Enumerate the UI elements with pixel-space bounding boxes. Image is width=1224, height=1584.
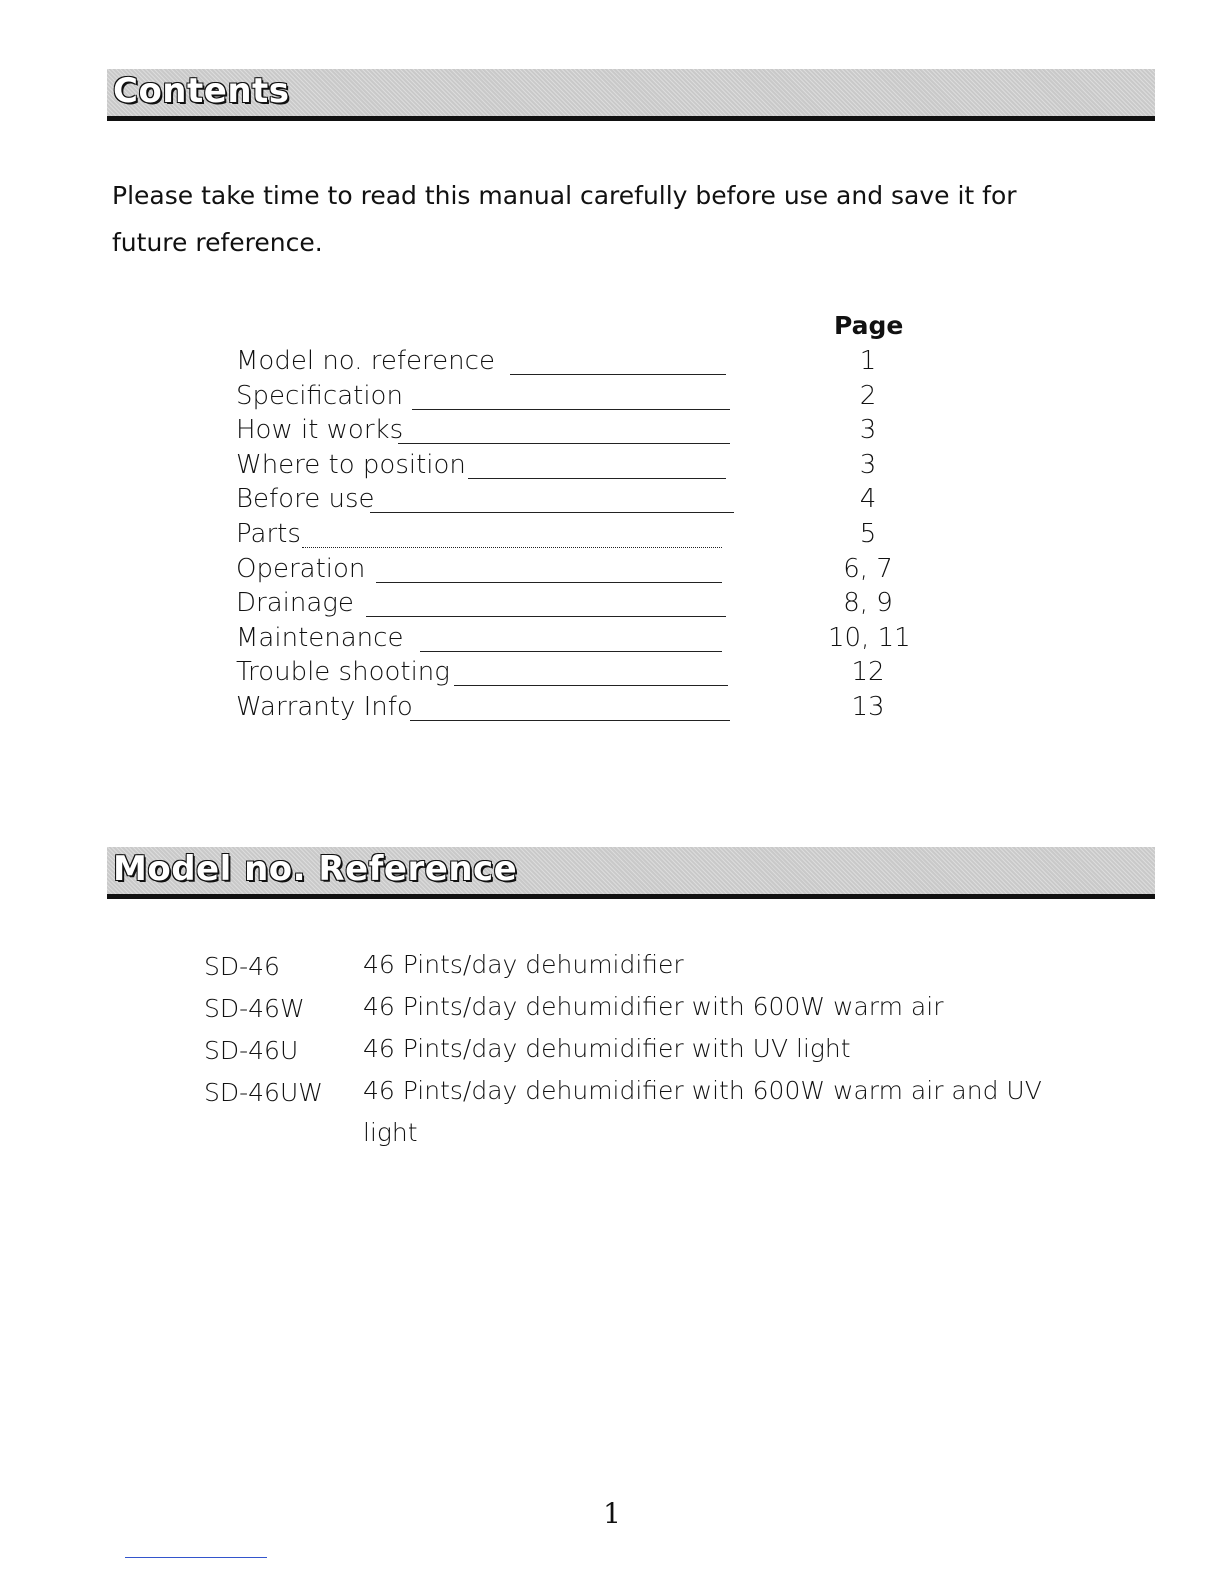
model-reference-banner xyxy=(107,847,1155,899)
toc-leader-line xyxy=(366,616,726,617)
toc-page-number: 3 xyxy=(859,450,877,480)
model-description: 46 Pints/day dehumidifier with 600W warm air and UV light xyxy=(363,1076,1042,1147)
toc-label: Before use xyxy=(236,484,375,514)
toc-row-how-it-works xyxy=(236,415,936,449)
toc-leader-line xyxy=(410,720,730,721)
toc-page-number: 1 xyxy=(859,346,877,376)
toc-page-number: 2 xyxy=(859,381,877,411)
toc-page-number: 3 xyxy=(859,415,877,445)
toc-row-specification xyxy=(236,381,936,415)
toc-label: How it works xyxy=(236,415,404,445)
toc-leader-line xyxy=(376,582,722,583)
toc-page-number: 4 xyxy=(859,484,877,514)
toc-row-drainage xyxy=(236,588,936,622)
toc-row-parts xyxy=(236,519,936,553)
model-code: SD-46W xyxy=(204,994,305,1023)
toc-page-number: 5 xyxy=(859,519,877,549)
toc-label: Specification xyxy=(236,381,403,411)
toc-row-trouble-shooting xyxy=(236,657,936,691)
model-code: SD-46U xyxy=(204,1036,299,1065)
page-number: 1 xyxy=(603,1497,621,1530)
toc-row-model-reference xyxy=(236,346,936,380)
toc-label: Model no. reference xyxy=(236,346,495,376)
toc-row-operation xyxy=(236,554,936,588)
toc-page-header: Page xyxy=(834,311,904,340)
toc-page-number: 13 xyxy=(851,692,885,722)
model-description: 46 Pints/day dehumidifier xyxy=(363,950,684,979)
contents-title: Contents xyxy=(113,71,290,111)
contents-banner xyxy=(107,69,1155,121)
footer-rule xyxy=(125,1557,267,1558)
toc-leader-line xyxy=(370,512,734,513)
toc-page-number: 12 xyxy=(851,657,885,687)
toc-row-where-to-position xyxy=(236,450,936,484)
toc-page-number: 8, 9 xyxy=(843,588,893,618)
toc-leader-line xyxy=(420,651,722,652)
toc-row-maintenance xyxy=(236,623,936,657)
toc-label: Warranty Info xyxy=(236,692,413,722)
model-code: SD-46UW xyxy=(204,1078,323,1107)
toc-leader-line xyxy=(468,478,726,479)
toc-label: Parts xyxy=(236,519,301,549)
model-reference-title: Model no. Reference xyxy=(113,849,518,889)
toc-row-before-use xyxy=(236,484,936,518)
model-description: 46 Pints/day dehumidifier with UV light xyxy=(363,1034,851,1063)
toc-label: Maintenance xyxy=(236,623,404,653)
toc-label: Trouble shooting xyxy=(236,657,450,687)
toc-page-number: 10, 11 xyxy=(828,623,911,653)
toc-label: Where to position xyxy=(236,450,466,480)
intro-paragraph: Please take time to read this manual carefully before use and save it for future reference. xyxy=(112,181,1017,257)
toc-leader-line xyxy=(398,443,730,444)
toc-label: Operation xyxy=(236,554,366,584)
toc-page-number: 6, 7 xyxy=(843,554,893,584)
toc-leader-line xyxy=(454,685,728,686)
model-description: 46 Pints/day dehumidifier with 600W warm air xyxy=(363,992,944,1021)
toc-row-warranty-info xyxy=(236,692,936,726)
toc-label: Drainage xyxy=(236,588,354,618)
toc-leader-line xyxy=(412,409,730,410)
model-code: SD-46 xyxy=(204,952,280,981)
toc-leader-line xyxy=(302,547,722,548)
toc-leader-line xyxy=(510,374,726,375)
